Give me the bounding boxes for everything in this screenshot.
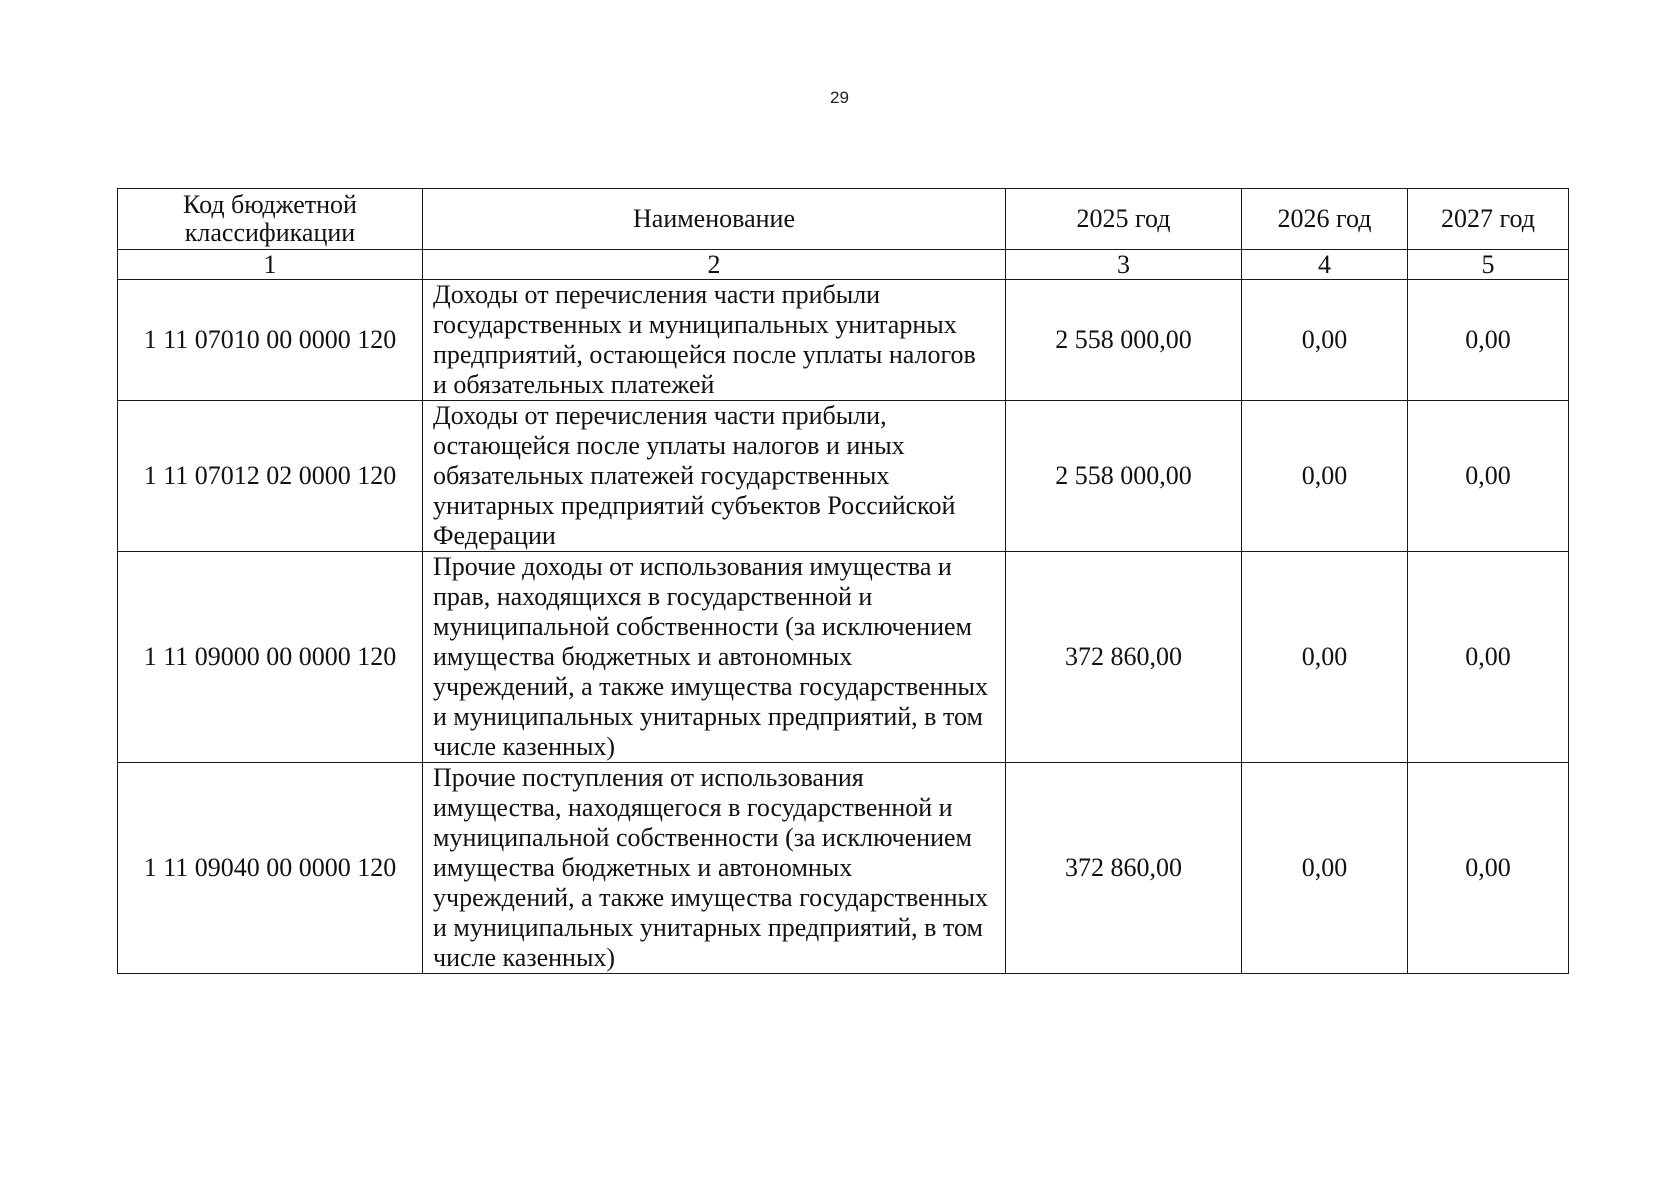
amount-2025-cell: 372 860,00 [1006,763,1242,974]
name-cell: Доходы от перечисления части прибыли государственных и муниципальных унитарных предприятий, остающейся после уплаты налогов и обязательных платежей [423,280,1006,401]
column-number: 2 [423,250,1006,280]
name-cell: Доходы от перечисления части прибыли, остающейся после уплаты налогов и иных обязательных платежей государственных унитарных предприятий субъектов Российской Федерации [423,401,1006,552]
amount-2026-cell: 0,00 [1242,401,1408,552]
header-2025: 2025 год [1006,189,1242,250]
table-header-row [118,189,1569,250]
amount-2027-cell: 0,00 [1408,401,1569,552]
table-row [118,763,1569,974]
amount-2025-cell: 2 558 000,00 [1006,280,1242,401]
amount-2027-cell: 0,00 [1408,280,1569,401]
amount-2027-cell: 0,00 [1408,763,1569,974]
budget-code-cell: 1 11 09000 00 0000 120 [118,552,423,763]
table-row [118,552,1569,763]
header-code: Код бюджетной классификации [118,189,423,250]
amount-2025-cell: 372 860,00 [1006,552,1242,763]
amount-2026-cell: 0,00 [1242,763,1408,974]
amount-2027-cell: 0,00 [1408,552,1569,763]
table-row [118,401,1569,552]
name-cell: Прочие поступления от использования имущества, находящегося в государственной и муниципальной собственности (за исключением имущества бюджетных и автономных учреждений, а также имущества государственных и муниципальных унитарных предприятий, в том числе казенных) [423,763,1006,974]
header-2026: 2026 год [1242,189,1408,250]
budget-code-cell: 1 11 07010 00 0000 120 [118,280,423,401]
header-name: Наименование [423,189,1006,250]
name-cell: Прочие доходы от использования имущества и прав, находящихся в государственной и муниципальной собственности (за исключением имущества бюджетных и автономных учреждений, а также имущества государственных и муниципальных унитарных предприятий, в том числе казенных) [423,552,1006,763]
amount-2026-cell: 0,00 [1242,280,1408,401]
budget-revenue-table [117,188,1569,974]
page-number: 29 [830,88,849,107]
column-number: 1 [118,250,423,280]
column-number: 3 [1006,250,1242,280]
header-2027: 2027 год [1408,189,1569,250]
amount-2025-cell: 2 558 000,00 [1006,401,1242,552]
budget-code-cell: 1 11 09040 00 0000 120 [118,763,423,974]
table-row [118,280,1569,401]
column-number: 5 [1408,250,1569,280]
column-number: 4 [1242,250,1408,280]
column-number-row [118,250,1569,280]
budget-code-cell: 1 11 07012 02 0000 120 [118,401,423,552]
amount-2026-cell: 0,00 [1242,552,1408,763]
